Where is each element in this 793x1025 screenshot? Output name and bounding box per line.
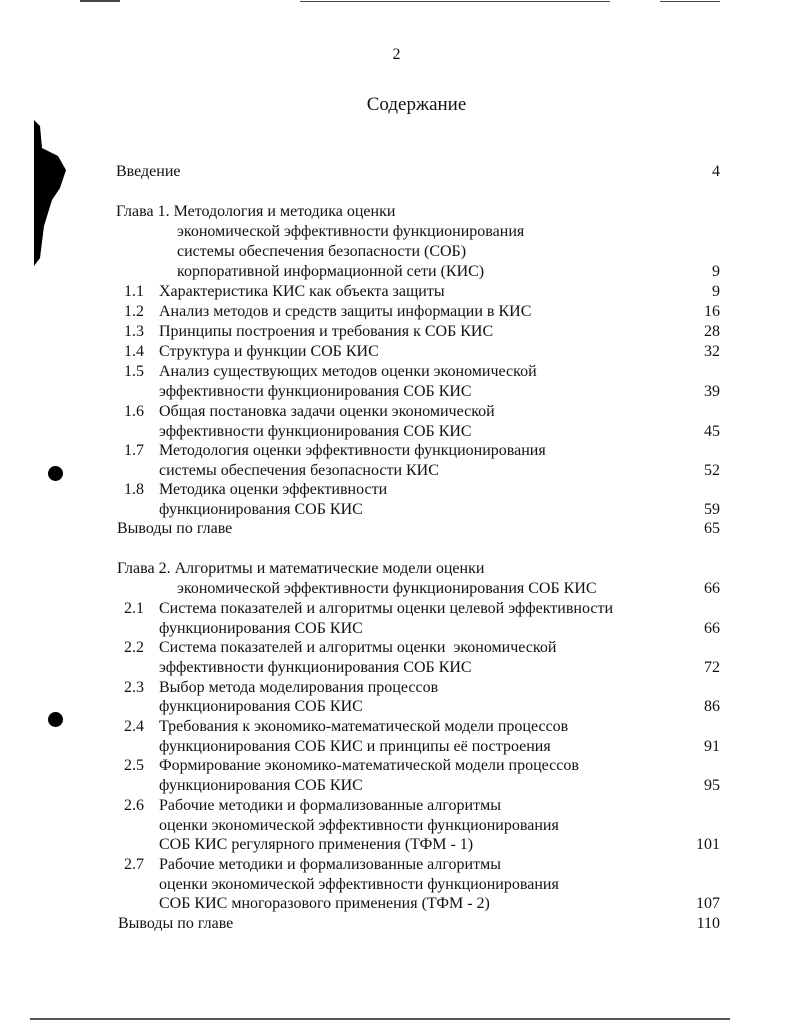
section-title: СОБ КИС регулярного применения (ТФМ - 1) <box>159 836 474 853</box>
page-title: Содержание <box>366 94 467 115</box>
section-number: 2.2 <box>124 639 144 656</box>
scan-artifact-line <box>660 1 720 2</box>
section-title: эффективности функционирования СОБ КИС <box>159 383 472 400</box>
section-page: 52 <box>704 462 720 479</box>
chapter-1-heading: Глава 1. Методология и методика оценки <box>116 203 396 220</box>
chapter-2-heading: Глава 2. Алгоритмы и математические модели оценки <box>117 560 485 577</box>
scan-artifact-line <box>30 1018 730 1020</box>
section-title: Система показателей и алгоритмы оценки целевой эффективности <box>159 600 613 617</box>
section-number: 1.1 <box>124 283 144 300</box>
chapter-1-conclusion-page: 65 <box>704 520 720 537</box>
chapter-2-conclusion-label: Выводы по главе <box>118 915 234 932</box>
section-page: 101 <box>696 836 720 853</box>
section-title: Формирование экономико-математической модели процессов <box>159 757 579 774</box>
punch-hole <box>48 466 63 481</box>
chapter-1-heading: экономической эффективности функционирования <box>177 223 525 240</box>
toc-intro-label: Введение <box>116 163 181 180</box>
section-title: функционирования СОБ КИС <box>159 698 363 715</box>
section-number: 2.3 <box>124 679 144 696</box>
section-number: 1.6 <box>124 403 144 420</box>
section-title: Принципы построения и требования к СОБ КИС <box>159 323 494 340</box>
section-number: 1.5 <box>124 363 144 380</box>
section-number: 1.3 <box>124 323 144 340</box>
section-page: 32 <box>704 343 720 360</box>
section-title: эффективности функционирования СОБ КИС <box>159 423 472 440</box>
section-title: функционирования СОБ КИС и принципы её построения <box>159 738 551 755</box>
section-title: Рабочие методики и формализованные алгоритмы <box>159 856 501 873</box>
section-page: 9 <box>712 283 720 300</box>
section-number: 1.7 <box>124 442 144 459</box>
section-number: 1.2 <box>124 303 144 320</box>
section-title: Выбор метода моделирования процессов <box>159 679 439 696</box>
scan-smudge <box>30 118 70 268</box>
chapter-1-conclusion-label: Выводы по главе <box>117 520 233 537</box>
section-number: 1.4 <box>124 343 144 360</box>
section-number: 2.1 <box>124 600 144 617</box>
section-page: 107 <box>696 895 720 912</box>
section-title: Характеристика КИС как объекта защиты <box>159 283 445 300</box>
section-page: 72 <box>704 659 720 676</box>
section-title: Рабочие методики и формализованные алгоритмы <box>159 797 501 814</box>
chapter-2-page: 66 <box>704 580 720 597</box>
section-page: 16 <box>704 303 720 320</box>
section-page: 91 <box>704 738 720 755</box>
section-page: 59 <box>704 501 720 518</box>
section-number: 2.6 <box>124 797 144 814</box>
section-title: функционирования СОБ КИС <box>159 501 363 518</box>
section-title: СОБ КИС многоразового применения (ТФМ - 2) <box>159 895 490 912</box>
section-page: 95 <box>704 777 720 794</box>
chapter-1-heading: корпоративной информационной сети (КИС) <box>177 263 485 280</box>
scan-artifact-line <box>80 0 120 2</box>
section-title: функционирования СОБ КИС <box>159 620 363 637</box>
section-title: Структура и функции СОБ КИС <box>159 343 379 360</box>
chapter-2-heading: экономической эффективности функционирования СОБ КИС <box>177 580 597 597</box>
section-number: 2.4 <box>124 718 144 735</box>
section-title: Методология оценки эффективности функционирования <box>159 442 546 459</box>
section-number: 2.5 <box>124 757 144 774</box>
section-title: оценки экономической эффективности функционирования <box>159 876 559 893</box>
section-page: 66 <box>704 620 720 637</box>
chapter-1-page: 9 <box>712 263 720 280</box>
section-title: Анализ существующих методов оценки экономической <box>159 363 537 380</box>
section-title: эффективности функционирования СОБ КИС <box>159 659 472 676</box>
section-title: Система показателей и алгоритмы оценки экономической <box>159 639 557 656</box>
punch-hole <box>48 712 63 727</box>
section-title: системы обеспечения безопасности КИС <box>159 462 439 479</box>
chapter-1-heading: системы обеспечения безопасности (СОБ) <box>177 243 467 260</box>
section-title: функционирования СОБ КИС <box>159 777 363 794</box>
section-title: Требования к экономико-математической модели процессов <box>159 718 569 735</box>
section-title: Анализ методов и средств защиты информации в КИС <box>159 303 532 320</box>
section-title: оценки экономической эффективности функционирования <box>159 817 559 834</box>
section-page: 45 <box>704 423 720 440</box>
page-number: 2 <box>392 46 401 63</box>
section-title: Общая постановка задачи оценки экономической <box>159 403 495 420</box>
section-title: Методика оценки эффективности <box>159 481 388 498</box>
section-page: 28 <box>704 323 720 340</box>
section-page: 86 <box>704 698 720 715</box>
section-page: 39 <box>704 383 720 400</box>
section-number: 2.7 <box>124 856 144 873</box>
scan-artifact-line <box>300 1 610 2</box>
chapter-2-conclusion-page: 110 <box>696 915 720 932</box>
toc-intro-page: 4 <box>712 163 720 180</box>
section-number: 1.8 <box>124 481 144 498</box>
